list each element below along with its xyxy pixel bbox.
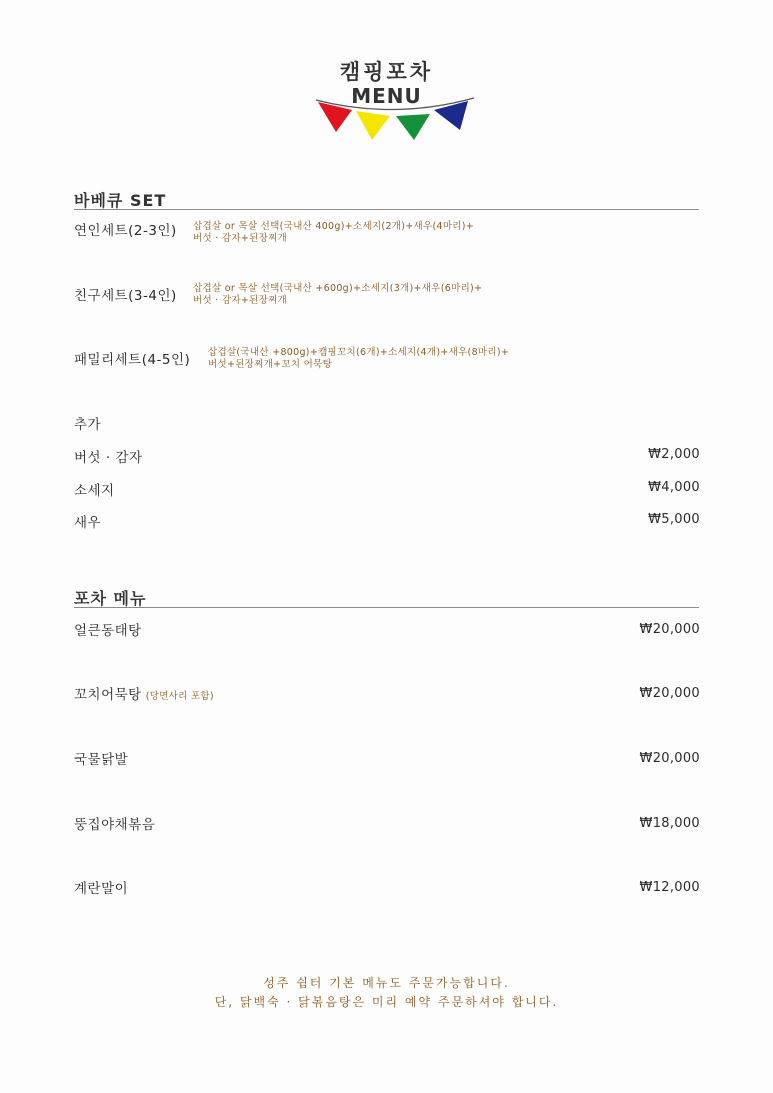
bbq-set-description: 삽겹살 or 목살 선택(국내산 400g)+소세지(2개)+새우(4마리)+ 버섯 · 감자+된장찌개	[193, 221, 475, 244]
menu-title-korean: 캠핑포차	[339, 60, 434, 84]
pocha-item-price: ₩12,000	[639, 880, 700, 895]
bunting-flag-yellow	[356, 111, 390, 140]
bbq-set-name: 친구세트(3-4인)	[74, 288, 177, 304]
bbq-set-description: 삽겹살(국내산 +800g)+캠핑꼬치(6개)+소세지(4개)+새우(8마리)+ 버섯+된장찌개+꼬치 어묵탕	[208, 347, 510, 370]
extras-heading: 추가	[74, 417, 102, 433]
footer-note-line-2: 단, 닭백숙 · 닭볶음탕은 미리 예약 주문하셔야 합니다.	[214, 995, 559, 1009]
bbq-set-name: 연인세트(2-3인)	[74, 223, 177, 239]
extra-item-name: 새우	[74, 515, 102, 531]
pocha-item-price: ₩20,000	[639, 686, 700, 701]
pocha-section-title: 포차 메뉴	[74, 589, 147, 608]
bbq-section-divider	[74, 209, 699, 210]
extra-item-name: 소세지	[74, 483, 115, 499]
extra-item-price: ₩5,000	[648, 512, 700, 527]
bbq-set-description: 삽겹살 or 목살 선택(국내산 +600g)+소세지(3개)+새우(6마리)+ 버섯 · 감자+된장찌개	[193, 283, 483, 306]
extra-item-price: ₩4,000	[648, 480, 700, 495]
bbq-set-name: 패밀리세트(4-5인)	[74, 352, 191, 368]
pocha-item-name: 계란말이	[74, 881, 129, 897]
bunting-flags-decoration	[314, 96, 476, 144]
menu-title-english: MENU	[351, 84, 422, 108]
bunting-flag-green	[396, 114, 430, 140]
pocha-item-name: 얼큰동태탕	[74, 623, 142, 639]
pocha-item-note: (당면사리 포함)	[145, 691, 214, 702]
pocha-item-price: ₩18,000	[639, 816, 700, 831]
extra-item-price: ₩2,000	[648, 447, 700, 462]
pocha-item-price: ₩20,000	[639, 622, 700, 637]
pocha-item-name: 국물닭발	[74, 752, 129, 768]
pocha-item-name: 뚱집야채볶음	[74, 817, 156, 833]
pocha-item-price: ₩20,000	[639, 751, 700, 766]
footer-note-line-1: 성주 쉼터 기본 메뉴도 주문가능합니다.	[263, 976, 510, 990]
pocha-section-divider	[74, 607, 699, 608]
bbq-section-title: 바베큐 SET	[74, 191, 167, 210]
extra-item-name: 버섯 · 감자	[74, 450, 143, 466]
pocha-item-name: 꼬치어묵탕 (당면사리 포함)	[74, 687, 214, 703]
